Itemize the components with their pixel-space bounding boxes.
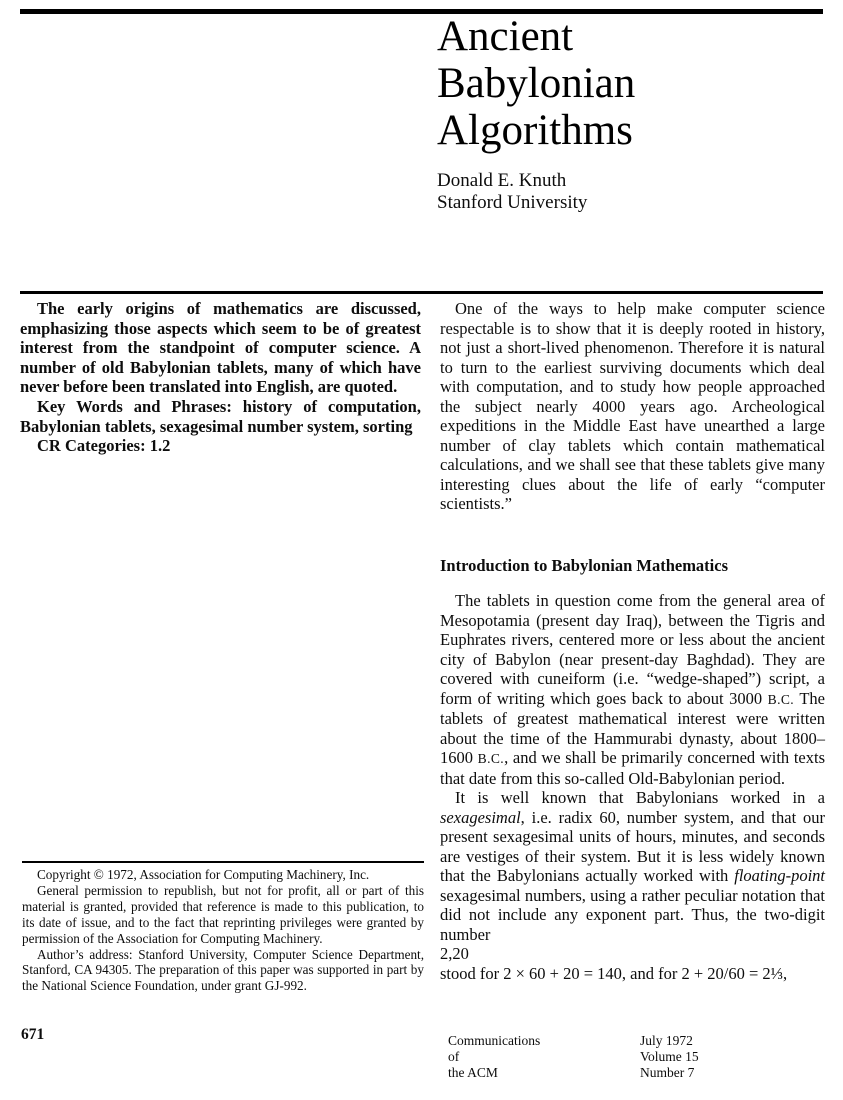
article-header xyxy=(437,13,827,213)
copyright-footnote xyxy=(22,861,424,994)
abstract-section xyxy=(20,299,421,456)
journal-line-1: Communications xyxy=(448,1033,541,1048)
display-sexagesimal-number: 2,20 xyxy=(440,944,469,963)
title-line-2: Babylonian xyxy=(437,60,636,107)
keywords-paragraph: Key Words and Phrases: history of computation, Babylonian tablets, sexagesimal number system, sorting xyxy=(20,396,421,436)
body-paragraph-1: One of the ways to help make computer science respectable is to show that it is deeply rooted in history, not just a short-lived phenomenon. Therefore it is natural to turn to the earliest surviving documents which deal with computation, and to study how people approached the subject nearly 4000 years ago. Archeological expeditions in the Middle East have unearthed a large number of clay tablets which contain mathematical calculations, and we shall see that these tablets give many interesting clues about the life of early “computer scientists.” xyxy=(440,299,825,513)
article-title xyxy=(437,13,827,154)
para3-seg1: It is well known that Babylonians worked in a xyxy=(455,788,825,807)
journal-line-2: of xyxy=(448,1049,460,1064)
journal-line-3: the ACM xyxy=(448,1065,498,1080)
copyright-line: Copyright © 1972, Association for Computing Machinery, Inc. xyxy=(37,867,370,882)
body-paragraph-4: stood for 2 × 60 + 20 = 140, and for 2 + 20/60 = 2⅓, xyxy=(440,963,788,983)
body-paragraph-2 xyxy=(440,591,825,788)
abstract-paragraph: The early origins of mathematics are discussed, emphasizing those aspects which seem to be of greatest interest from the standpoint of computer science. A number of old Babylonian tablets, many of which have never before been translated into English, are quoted. xyxy=(20,299,421,397)
para2-seg3: The tablets of greatest mathematical interest were written about the time of the Hammurabi dynasty, about 1800–1600 xyxy=(440,688,825,767)
para2-seg1: The tablets in question come from the general area of Mesopotamia (present day Iraq), between the Tigris and Euphrates rivers, centered more or less about the ancient city of Babylon (near present-day Baghdad). They are covered with cuneiform (i.e. “wedge-shaped”) script, a form of writing which goes back to about 3000 xyxy=(440,591,825,708)
title-line-1: Ancient xyxy=(437,13,574,60)
section-heading: Introduction to Babylonian Mathematics xyxy=(440,555,729,575)
para3-italic-sexagesimal: sexagesimal xyxy=(440,807,521,827)
issue-volume: Volume 15 xyxy=(640,1049,699,1064)
body-paragraph-3 xyxy=(440,788,825,944)
issue-date: July 1972 xyxy=(640,1033,693,1048)
page-number: 671 xyxy=(21,1026,45,1043)
para2-bc-1: B.C. xyxy=(767,691,795,707)
journal-name xyxy=(448,1033,540,1081)
byline xyxy=(437,170,827,213)
author-name: Donald E. Knuth xyxy=(437,170,567,191)
para3-seg5: sexagesimal numbers, using a rather peculiar notation that did not include any exponent part. Thus, the two-digit number xyxy=(440,885,825,944)
para3-italic-floating-point: floating-point xyxy=(734,866,825,885)
para3-seg3: , i.e. radix 60, number system, and that our present sexagesimal units of hours, minutes, and seconds are vestiges of their system. But it is less widely known that the Babylonians actually worked with xyxy=(440,807,825,885)
issue-number: Number 7 xyxy=(640,1065,695,1080)
para2-seg5: , and we shall be primarily concerned with texts that date from this so-called Old-Babylonian period. xyxy=(440,748,825,788)
issue-info xyxy=(640,1033,699,1081)
para2-bc-2: B.C. xyxy=(477,751,505,766)
permission-paragraph: General permission to republish, but not for profit, all or part of this material is granted, provided that reference is made to this publication, to its date of issue, and to the fact that reprinting privileges were granted by permission of the Association for Computing Machinery. xyxy=(22,882,424,946)
author-address-paragraph: Author’s address: Stanford University, Computer Science Department, Stanford, CA 94305. The preparation of this paper was supported in part by the National Science Foundation, under grant GJ-992. xyxy=(22,946,424,994)
main-text-column xyxy=(440,299,825,983)
author-affiliation: Stanford University xyxy=(437,191,588,213)
cr-categories: CR Categories: 1.2 xyxy=(37,436,171,456)
header-separator-rule xyxy=(20,291,823,294)
title-line-3: Algorithms xyxy=(437,107,633,154)
